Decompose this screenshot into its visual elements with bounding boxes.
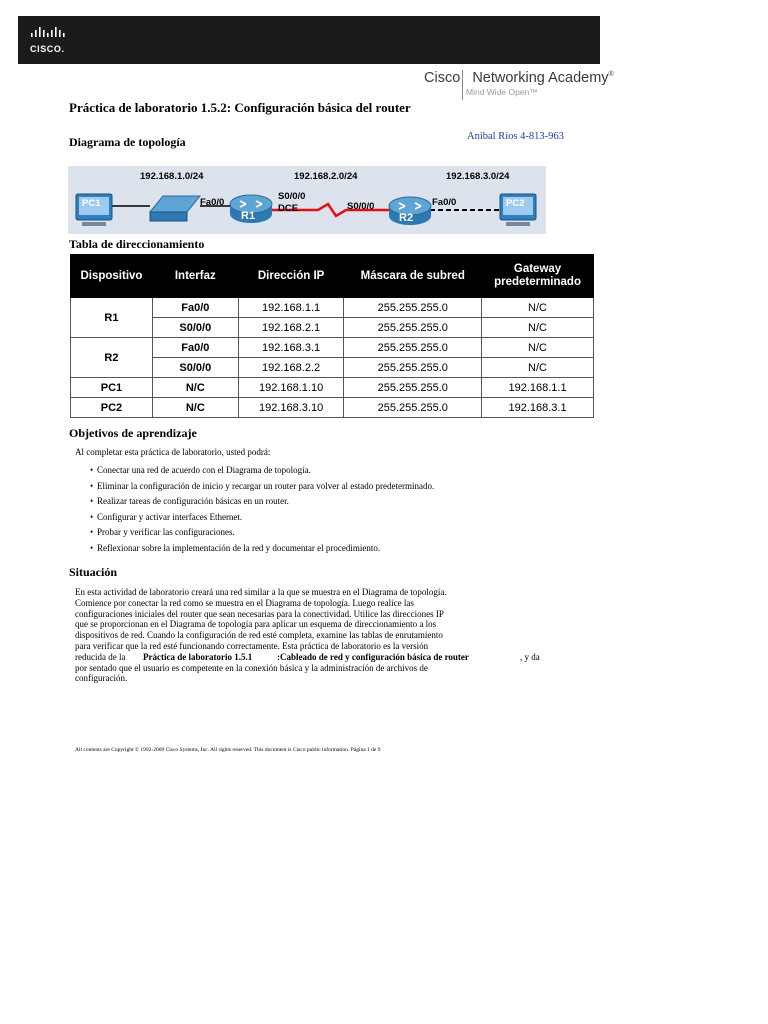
ip-cell: 192.168.2.2 [238, 358, 344, 378]
scenario-line: para verificar que la red esté funcionando correctamente. Esta práctica de laboratorio es la versión [75, 640, 429, 651]
mask-cell: 255.255.255.0 [344, 378, 482, 398]
interface-cell: Fa0/0 [152, 298, 238, 318]
device-cell: PC1 [71, 378, 153, 398]
gateway-cell: N/C [482, 298, 594, 318]
scenario-line: Comience por conectar la red como se muestra en el Diagrama de topología. Luego realice las [75, 597, 414, 608]
gateway-cell: N/C [482, 358, 594, 378]
table-row [71, 398, 594, 418]
topology-diagram [68, 166, 546, 234]
interface-cell: N/C [152, 398, 238, 418]
pc1-label: PC1 [82, 198, 101, 209]
bullet-icon: • [90, 527, 94, 537]
table-header-row [71, 255, 594, 298]
r1-fa-label: Fa0/0 [200, 197, 225, 208]
interface-cell: Fa0/0 [152, 338, 238, 358]
pc2-label: PC2 [506, 198, 525, 209]
academy-name: Networking Academy [472, 70, 609, 86]
ip-cell: 192.168.1.1 [238, 298, 344, 318]
mask-cell: 255.255.255.0 [344, 338, 482, 358]
scenario-line: configuración. [75, 673, 128, 684]
column-header: Dirección IP [238, 255, 344, 298]
scenario-ref-title: :Cableado de red y configuración básica de router [277, 651, 469, 662]
scenario-line: que se proporcionan en el Diagrama de topología para aplicar un esquema de direccionamiento a los [75, 619, 437, 630]
scenario-line: dispositivos de red. Cuando la configuración de red esté completa, examine las tablas de enrutamiento [75, 630, 443, 641]
gateway-cell: 192.168.1.1 [482, 378, 594, 398]
ip-cell: 192.168.3.10 [238, 398, 344, 418]
scenario-text [75, 587, 555, 684]
gateway-cell: 192.168.3.1 [482, 398, 594, 418]
list-item: • Conectar una red de acuerdo con el Diagrama de topología. [90, 465, 311, 475]
objectives-intro: Al completar esta práctica de laboratorio, usted podrá: [75, 447, 271, 457]
footer [75, 747, 380, 753]
scenario-line-reference [75, 652, 555, 663]
footer-copyright: All contents are Copyright © 1992-2009 Cisco Systems, Inc. All rights reserved. This document is Cisco public information. [75, 747, 350, 753]
topology-heading: Diagrama de topología [69, 135, 186, 149]
academy-brand: Cisco [424, 70, 461, 86]
objectives-list [90, 465, 434, 558]
network-label-2: 192.168.2.0/24 [294, 171, 358, 182]
academy-logo [424, 70, 614, 104]
scenario-line: por sentado que el usuario es competente en la conexión básica y la administración de archivos de [75, 662, 428, 673]
table-row [71, 338, 594, 358]
cisco-logo [30, 27, 70, 55]
bullet-icon: • [90, 542, 94, 553]
cisco-wordmark: CISCO. [30, 44, 65, 54]
mask-cell: 255.255.255.0 [344, 318, 482, 338]
network-label-1: 192.168.1.0/24 [140, 171, 204, 182]
mask-cell: 255.255.255.0 [344, 298, 482, 318]
cisco-bars-icon [30, 27, 70, 41]
scenario-ref-prefix: reducida de la [75, 651, 126, 662]
interface-cell: N/C [152, 378, 238, 398]
footer-page: Página 1 de 9 [350, 747, 381, 753]
academy-separator [462, 70, 463, 100]
device-cell: R1 [71, 298, 153, 338]
r2-fa-label: Fa0/0 [432, 197, 457, 208]
list-item: • Configurar y activar interfaces Ethernet. [90, 511, 243, 522]
device-cell: PC2 [71, 398, 153, 418]
scenario-ref-suffix: , y da [520, 651, 540, 662]
r1-dce-label: DCE [278, 203, 299, 214]
academy-mark: ® [608, 71, 614, 79]
page-title: Práctica de laboratorio 1.5.2: Configuración básica del router [69, 100, 411, 115]
r2-serial-label: S0/0/0 [347, 201, 375, 212]
scenario-heading: Situación [69, 565, 118, 579]
switch-icon [150, 196, 200, 221]
list-item: • Eliminar la configuración de inicio y recargar un router para volver al estado predeterminado. [90, 480, 435, 491]
interface-cell: S0/0/0 [152, 318, 238, 338]
academy-tagline: Mind Wide Open™ [466, 87, 538, 97]
bullet-icon: • [90, 480, 94, 491]
bullet-icon: • [90, 511, 94, 522]
addressing-table [70, 254, 594, 418]
ip-cell: 192.168.3.1 [238, 338, 344, 358]
mask-cell: 255.255.255.0 [344, 358, 482, 378]
gateway-cell: N/C [482, 338, 594, 358]
column-header: Dispositivo [71, 255, 153, 298]
objectives-heading: Objetivos de aprendizaje [69, 426, 197, 440]
scenario-ref-lab: Práctica de laboratorio 1.5.1 [143, 651, 253, 662]
scenario-line: configuraciones iniciales del router que sean necesarias para la conectividad. Utilice las direcciones IP [75, 608, 444, 619]
scenario-line: En esta actividad de laboratorio creará una red similar a la que se muestra en el Diagrama de topología. [75, 587, 447, 597]
author-name: Anibal Ríos 4-813-963 [467, 131, 564, 142]
table-row [71, 298, 594, 318]
r1-serial-label: S0/0/0 [278, 191, 306, 202]
header-bar [18, 16, 600, 64]
list-item: • Probar y verificar las configuraciones. [90, 527, 235, 537]
ip-cell: 192.168.2.1 [238, 318, 344, 338]
mask-cell: 255.255.255.0 [344, 398, 482, 418]
device-cell: R2 [71, 338, 153, 378]
network-label-3: 192.168.3.0/24 [446, 171, 510, 182]
r2-label: R2 [399, 212, 414, 224]
bullet-icon: • [90, 465, 94, 475]
bullet-icon: • [90, 496, 94, 506]
column-header: Máscara de subred [344, 255, 482, 298]
r1-label: R1 [241, 210, 256, 222]
column-header: Interfaz [152, 255, 238, 298]
column-header: Gateway predeterminado [482, 255, 594, 298]
list-item: • Realizar tareas de configuración básicas en un router. [90, 496, 289, 506]
addressing-heading: Tabla de direccionamiento [69, 237, 205, 251]
ip-cell: 192.168.1.10 [238, 378, 344, 398]
table-row [71, 378, 594, 398]
list-item: • Reflexionar sobre la implementación de la red y documentar el procedimiento. [90, 542, 381, 553]
interface-cell: S0/0/0 [152, 358, 238, 378]
gateway-cell: N/C [482, 318, 594, 338]
